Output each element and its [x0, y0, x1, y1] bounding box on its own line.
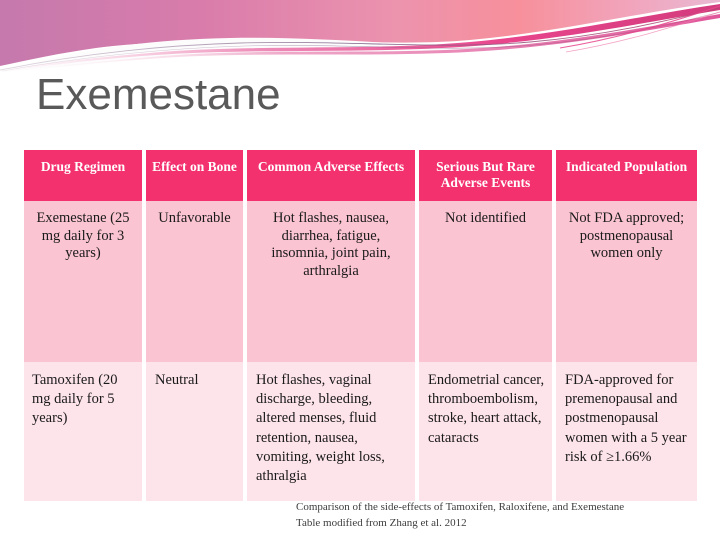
cell-serious-but-rare-adverse-events [417, 201, 554, 362]
cell-drug-regimen [24, 362, 144, 501]
drug-comparison-table [24, 150, 697, 501]
column-header-effect-on-bone: Effect on Bone [144, 150, 245, 201]
column-header-drug-regimen: Drug Regimen [24, 150, 144, 201]
cell-text: Unfavorable [158, 209, 231, 226]
page-title: Exemestane [36, 70, 281, 119]
table-header-row [24, 150, 697, 201]
table-row [24, 201, 697, 362]
cell-text: Not identified [445, 209, 526, 226]
column-header-indicated-population: Indicated Population [554, 150, 697, 201]
comparison-table-container [24, 150, 697, 501]
cell-text: Hot flashes, nausea, diarrhea, fatigue, insomnia, joint pain, arthralgia [271, 209, 391, 279]
cell-common-adverse-effects [245, 201, 417, 362]
cell-text: FDA-approved for premenopausal and postmenopausal women with a 5 year risk of ≥1.66% [565, 371, 687, 465]
table-body [24, 201, 697, 501]
cell-effect-on-bone [144, 201, 245, 362]
cell-common-adverse-effects [245, 362, 417, 501]
table-row [24, 362, 697, 501]
cell-text: Neutral [155, 371, 199, 388]
cell-text: Hot flashes, vaginal discharge, bleeding, altered menses, fluid retention, nausea, vomiting, weight loss, athralgia [256, 371, 385, 485]
cell-text: Exemestane (25 mg daily for 3 years) [36, 209, 130, 262]
banner-swoosh-graphic [0, 0, 720, 72]
column-header-serious-but-rare-adverse-events: Serious But Rare Adverse Events [417, 150, 554, 201]
table-header [24, 150, 697, 201]
cell-drug-regimen [24, 201, 144, 362]
cell-indicated-population [554, 201, 697, 362]
cell-text: Endometrial cancer, thromboembolism, stroke, heart attack, cataracts [428, 371, 545, 446]
cell-text: Tamoxifen (20 mg daily for 5 years) [32, 371, 118, 427]
decorative-banner [0, 0, 720, 72]
cell-indicated-population [554, 362, 697, 501]
cell-serious-but-rare-adverse-events [417, 362, 554, 501]
cell-effect-on-bone [144, 362, 245, 501]
caption-line-1: Comparison of the side-effects of Tamoxifen, Raloxifene, and Exemestane [296, 501, 625, 513]
table-caption [296, 500, 624, 531]
column-header-common-adverse-effects: Common Adverse Effects [245, 150, 417, 201]
caption-line-2: Table modified from Zhang et al. 2012 [296, 516, 467, 529]
cell-text: Not FDA approved; postmenopausal women only [568, 209, 685, 262]
